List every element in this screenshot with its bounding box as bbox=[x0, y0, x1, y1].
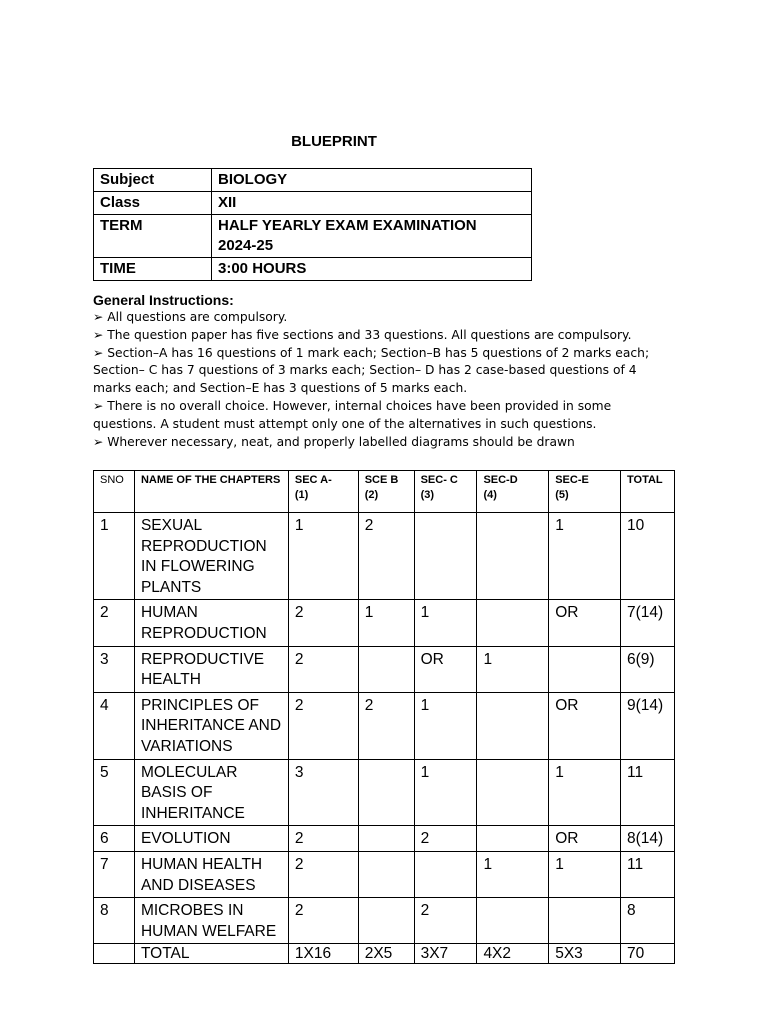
info-label: Class bbox=[94, 192, 212, 215]
cell-sec-a: 2 bbox=[288, 851, 358, 897]
cell-sec-e: 5X3 bbox=[549, 944, 621, 964]
cell-sec-e: OR bbox=[549, 826, 621, 852]
instructions-heading: General Instructions: bbox=[93, 292, 234, 308]
info-row bbox=[94, 169, 532, 192]
cell-chapter: SEXUAL REPRODUCTION IN FLOWERING PLANTS bbox=[134, 513, 288, 600]
info-row bbox=[94, 215, 532, 258]
cell-sec-c: OR bbox=[414, 646, 477, 692]
page-title: BLUEPRINT bbox=[291, 133, 377, 150]
info-label: TIME bbox=[94, 258, 212, 281]
cell-sec-b bbox=[358, 646, 414, 692]
cell-chapter: MOLECULAR BASIS OF INHERITANCE bbox=[134, 759, 288, 826]
general-instructions bbox=[93, 291, 673, 451]
info-label: TERM bbox=[94, 215, 212, 258]
cell-sec-c: 3X7 bbox=[414, 944, 477, 964]
cell-total: 7(14) bbox=[621, 600, 675, 646]
cell-chapter: EVOLUTION bbox=[134, 826, 288, 852]
header-sec-d: SEC-D (4) bbox=[477, 471, 549, 513]
cell-sec-d bbox=[477, 513, 549, 600]
info-row bbox=[94, 192, 532, 215]
cell-total: 9(14) bbox=[621, 692, 675, 759]
cell-sno: 7 bbox=[94, 851, 135, 897]
instruction-item: ➢ Wherever necessary, neat, and properly labelled diagrams should be drawn bbox=[93, 434, 575, 449]
cell-sno: 4 bbox=[94, 692, 135, 759]
header-sno: SNO bbox=[94, 471, 135, 513]
cell-sec-e: 1 bbox=[549, 759, 621, 826]
info-table bbox=[93, 168, 532, 281]
cell-sno: 2 bbox=[94, 600, 135, 646]
table-row bbox=[94, 826, 675, 852]
info-row bbox=[94, 258, 532, 281]
cell-sec-b: 2 bbox=[358, 692, 414, 759]
cell-sec-b: 2 bbox=[358, 513, 414, 600]
info-value: 3:00 HOURS bbox=[212, 258, 532, 281]
info-label: Subject bbox=[94, 169, 212, 192]
cell-total: 10 bbox=[621, 513, 675, 600]
cell-sec-b bbox=[358, 759, 414, 826]
table-header-row bbox=[94, 471, 675, 513]
table-row bbox=[94, 646, 675, 692]
cell-chapter: MICROBES IN HUMAN WELFARE bbox=[134, 898, 288, 944]
cell-sec-a: 2 bbox=[288, 646, 358, 692]
header-total: TOTAL bbox=[621, 471, 675, 513]
cell-chapter: HUMAN HEALTH AND DISEASES bbox=[134, 851, 288, 897]
cell-total: 8(14) bbox=[621, 826, 675, 852]
cell-sec-c: 1 bbox=[414, 759, 477, 826]
cell-sno: 5 bbox=[94, 759, 135, 826]
instruction-item: ➢ Section–A has 16 questions of 1 mark each; Section–B has 5 questions of 2 marks each; Section– C has 7 questions of 3 marks each; Section– D has 2 case-based questions of 4 marks each; and Section–E has 3 questions of 5 marks each. bbox=[93, 345, 650, 396]
cell-chapter: HUMAN REPRODUCTION bbox=[134, 600, 288, 646]
cell-sec-e bbox=[549, 898, 621, 944]
cell-sno bbox=[94, 944, 135, 964]
cell-sec-a: 2 bbox=[288, 826, 358, 852]
cell-sec-d bbox=[477, 826, 549, 852]
cell-total: 11 bbox=[621, 851, 675, 897]
cell-sec-a: 2 bbox=[288, 898, 358, 944]
cell-sec-b bbox=[358, 851, 414, 897]
cell-sec-e: 1 bbox=[549, 513, 621, 600]
header-sec-b: SCE B (2) bbox=[358, 471, 414, 513]
cell-sec-e: OR bbox=[549, 692, 621, 759]
cell-total: 8 bbox=[621, 898, 675, 944]
cell-sec-c: 1 bbox=[414, 692, 477, 759]
cell-sec-a: 2 bbox=[288, 600, 358, 646]
cell-sec-d: 1 bbox=[477, 646, 549, 692]
table-row bbox=[94, 851, 675, 897]
header-sec-a: SEC A- (1) bbox=[288, 471, 358, 513]
cell-sec-d bbox=[477, 692, 549, 759]
cell-sno: 3 bbox=[94, 646, 135, 692]
cell-sec-c bbox=[414, 851, 477, 897]
table-row bbox=[94, 759, 675, 826]
header-chapters: NAME OF THE CHAPTERS bbox=[134, 471, 288, 513]
cell-chapter: REPRODUCTIVE HEALTH bbox=[134, 646, 288, 692]
table-body bbox=[94, 513, 675, 964]
cell-sec-b: 1 bbox=[358, 600, 414, 646]
cell-sec-c: 2 bbox=[414, 826, 477, 852]
cell-sec-a: 3 bbox=[288, 759, 358, 826]
instruction-item: ➢ All questions are compulsory. bbox=[93, 310, 288, 324]
instruction-item: ➢ There is no overall choice. However, internal choices have been provided in some questions. A student must attempt only one of the alternatives in such questions. bbox=[93, 398, 612, 431]
cell-sec-b bbox=[358, 898, 414, 944]
cell-sec-d bbox=[477, 898, 549, 944]
cell-sec-d bbox=[477, 759, 549, 826]
header-sec-e: SEC-E (5) bbox=[549, 471, 621, 513]
cell-total: 6(9) bbox=[621, 646, 675, 692]
cell-sec-d: 4X2 bbox=[477, 944, 549, 964]
total-row bbox=[94, 944, 675, 964]
cell-chapter: PRINCIPLES OF INHERITANCE AND VARIATIONS bbox=[134, 692, 288, 759]
cell-total: 11 bbox=[621, 759, 675, 826]
cell-sec-c: 1 bbox=[414, 600, 477, 646]
header-sec-c: SEC- C (3) bbox=[414, 471, 477, 513]
cell-sno: 1 bbox=[94, 513, 135, 600]
cell-sec-d bbox=[477, 600, 549, 646]
instruction-item: ➢ The question paper has five sections and 33 questions. All questions are compulsory. bbox=[93, 327, 632, 342]
table-row bbox=[94, 898, 675, 944]
cell-sec-e: OR bbox=[549, 600, 621, 646]
cell-sec-c: 2 bbox=[414, 898, 477, 944]
cell-sec-d: 1 bbox=[477, 851, 549, 897]
cell-sec-a: 1X16 bbox=[288, 944, 358, 964]
cell-sec-a: 1 bbox=[288, 513, 358, 600]
cell-total: 70 bbox=[621, 944, 675, 964]
table-row bbox=[94, 513, 675, 600]
table-row bbox=[94, 600, 675, 646]
cell-sec-b bbox=[358, 826, 414, 852]
info-value: XII bbox=[212, 192, 532, 215]
blueprint-table bbox=[93, 470, 675, 964]
cell-sec-e bbox=[549, 646, 621, 692]
cell-sno: 6 bbox=[94, 826, 135, 852]
cell-chapter: TOTAL bbox=[134, 944, 288, 964]
cell-sno: 8 bbox=[94, 898, 135, 944]
info-value: BIOLOGY bbox=[212, 169, 532, 192]
table-row bbox=[94, 692, 675, 759]
cell-sec-e: 1 bbox=[549, 851, 621, 897]
cell-sec-c bbox=[414, 513, 477, 600]
info-value: HALF YEARLY EXAM EXAMINATION 2024-25 bbox=[212, 215, 532, 258]
cell-sec-b: 2X5 bbox=[358, 944, 414, 964]
cell-sec-a: 2 bbox=[288, 692, 358, 759]
